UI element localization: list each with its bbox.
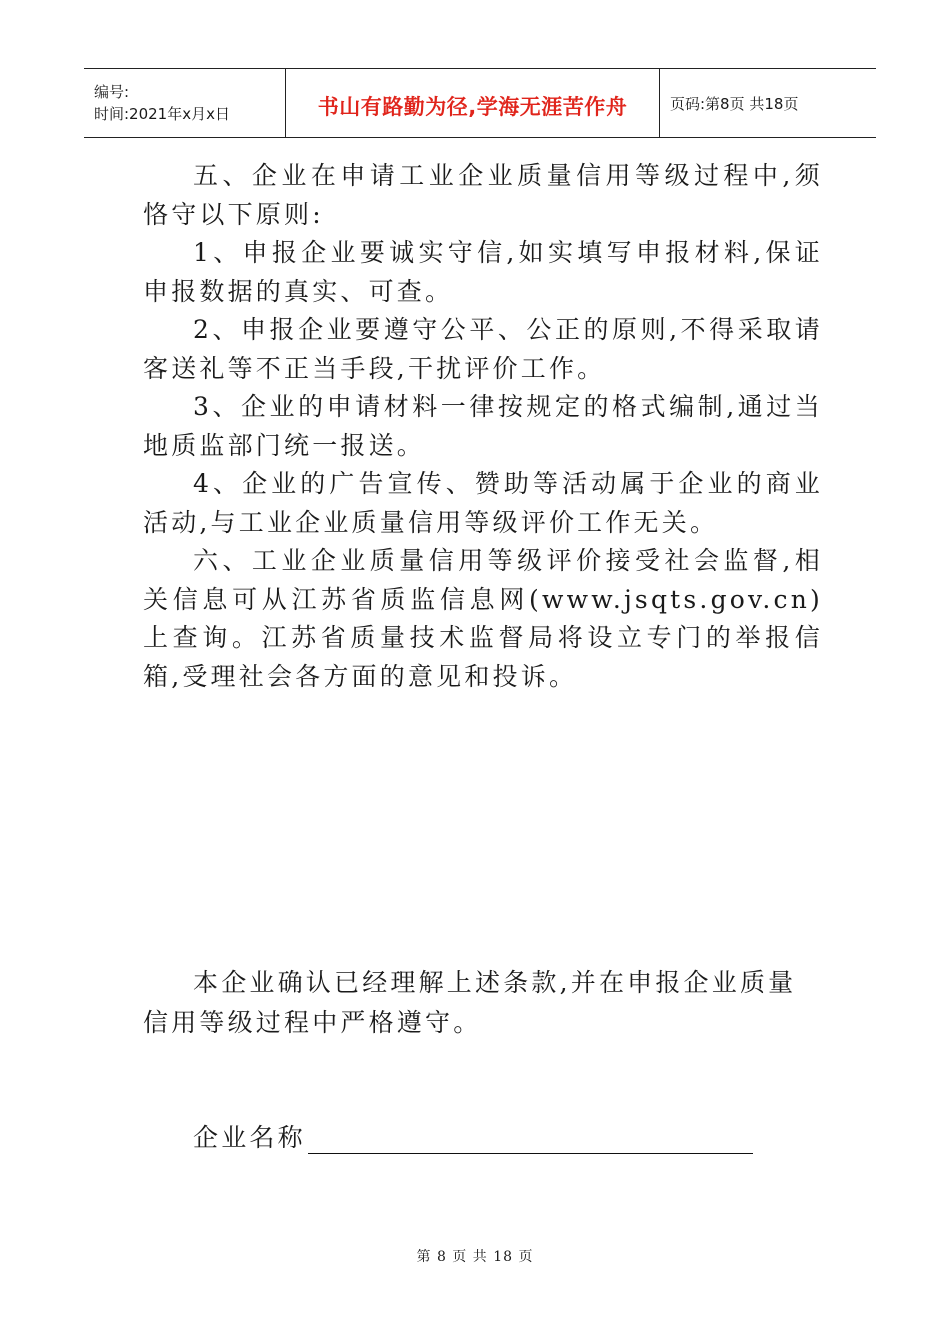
document-time-label: 时间:2021年x月x日 xyxy=(94,105,230,123)
confirmation-text: 本企业确认已经理解上述条款,并在申报企业质量信用等级过程中严格遵守。 xyxy=(143,968,797,1037)
header-motto: 书山有路勤为径,学海无涯苦作舟 xyxy=(317,95,628,119)
header-page-cell xyxy=(660,69,876,137)
paragraph-principles-intro: 五、企业在申请工业企业质量信用等级过程中,须恪守以下原则: xyxy=(143,161,823,229)
document-body xyxy=(143,157,823,696)
header-page-label: 页码:第8页 共18页 xyxy=(670,94,799,113)
page-header xyxy=(84,68,876,138)
paragraph-item-3: 3、企业的申请材料一律按规定的格式编制,通过当地质监部门统一报送。 xyxy=(143,392,823,460)
header-meta xyxy=(84,69,286,137)
page-footer: 第 8 页 共 18 页 xyxy=(416,1249,534,1265)
company-name-blank xyxy=(308,1123,753,1154)
document-number-label: 编号: xyxy=(94,83,130,101)
paragraph-supervision: 六、工业企业质量信用等级评价接受社会监督,相关信息可从江苏省质监信息网(www.jsqts.gov.cn)上查询。江苏省质量技术监督局将设立专门的举报信箱,受理社会各方面的意见和投诉。 xyxy=(143,546,823,691)
paragraph-item-2: 2、申报企业要遵守公平、公正的原则,不得采取请客送礼等不正当手段,干扰评价工作。 xyxy=(143,315,823,383)
paragraph-item-1: 1、申报企业要诚实守信,如实填写申报材料,保证申报数据的真实、可查。 xyxy=(143,238,823,306)
confirmation-block xyxy=(143,963,823,1043)
company-name-line xyxy=(193,1118,753,1154)
company-name-label: 企业名称 xyxy=(193,1123,306,1152)
paragraph-item-4: 4、企业的广告宣传、赞助等活动属于企业的商业活动,与工业企业质量信用等级评价工作无关。 xyxy=(143,469,823,537)
header-motto-cell xyxy=(286,69,660,137)
